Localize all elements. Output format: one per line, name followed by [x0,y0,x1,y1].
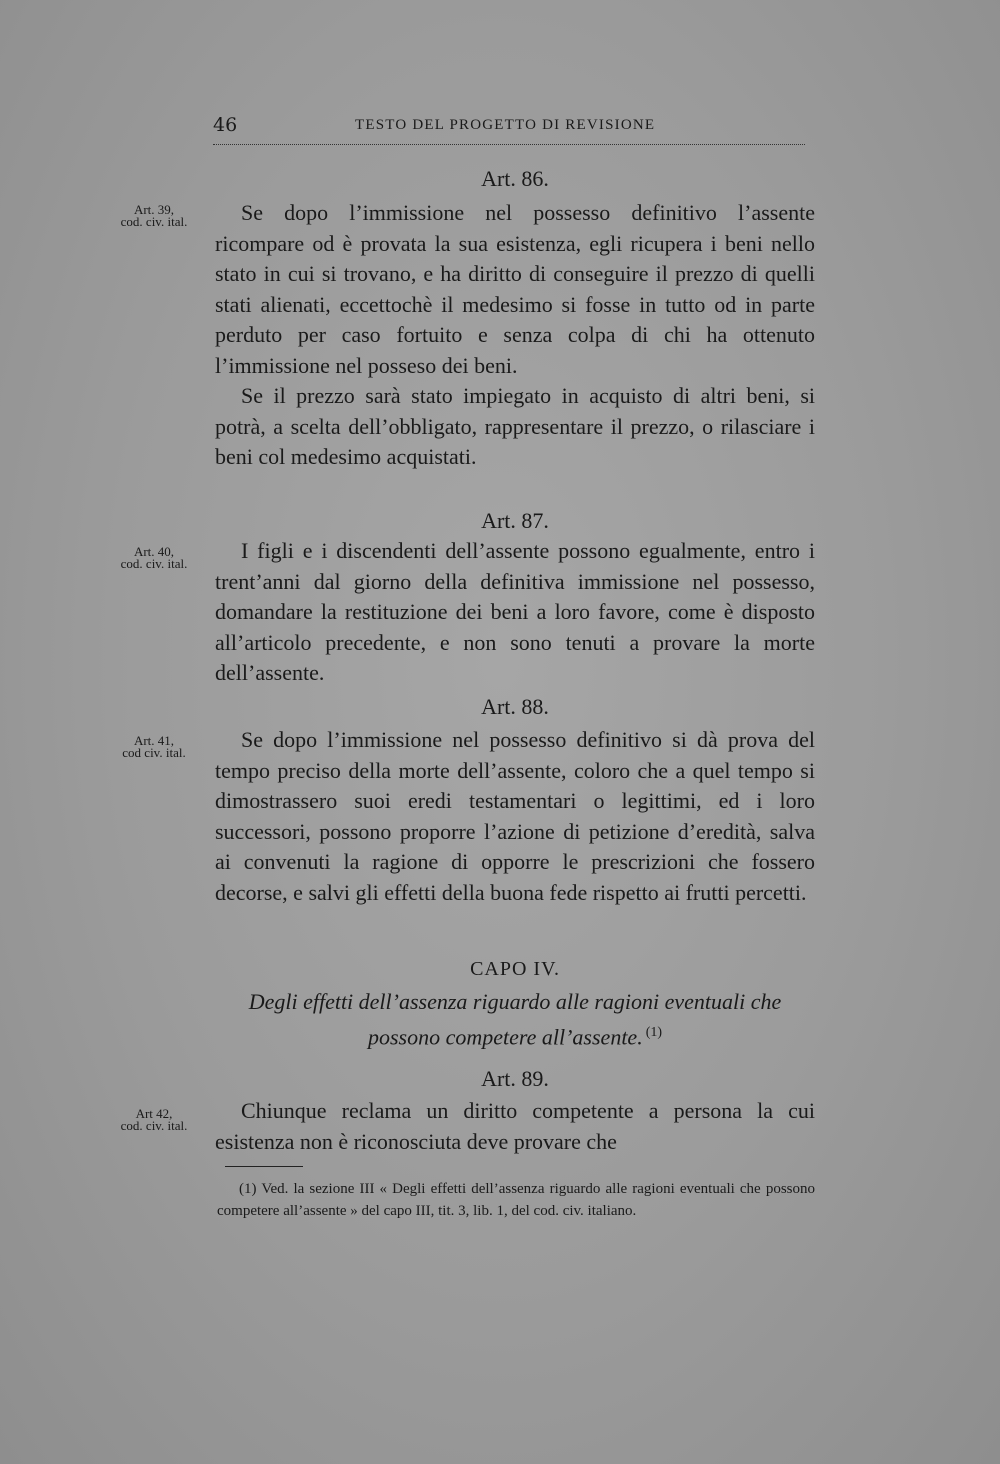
chapter-title: CAPO IV. [470,958,560,980]
article-body-89 [215,1096,815,1157]
paragraph: I figli e i discendenti dell’assente possono egualmente, entro i trent’anni dal giorno della definitiva immissione nel possesso, domandare la restituzione dei beni a loro favore, come è disposto all’articolo precedente, e non sono tenuti a provare la morte dell’assente. [215,538,815,685]
article-heading-88: Art. 88. [481,694,549,719]
article-body-86 [215,198,815,473]
article-body-88 [215,725,815,908]
running-title: TESTO DEL PROGETTO DI REVISIONE [355,117,656,133]
page-number: 46 [213,114,238,136]
side-note-art-41: Art. 41, cod civ. ital. [122,733,186,760]
side-note-art-39: Art. 39, cod. civ. ital. [120,202,188,229]
page-header [213,114,805,145]
paragraph: Se il prezzo sarà stato impiegato in acquisto di altri beni, si potrà, a scelta dell’obbligato, rappresentare il prezzo, o rilasciare i beni col medesimo acquistati. [215,383,815,469]
article-body-87 [215,536,815,689]
paragraph: Se dopo l’immissione nel possesso definitivo si dà prova del tempo preciso della morte dell’assente, coloro che a quel tempo si dimostrassero suoi eredi testamentari o legittimi, ed i loro successori, possono proporre l’azione di petizione d’eredità, salva ai convenuti la ragione di opporre le prescrizioni che fossero decorse, e salvi gli effetti della buona fede rispetto ai frutti percetti. [215,727,815,905]
footnote-divider [225,1166,303,1167]
article-heading-89: Art. 89. [481,1066,549,1091]
article-heading-87: Art. 87. [481,508,549,533]
article-heading-86: Art. 86. [481,166,549,191]
footnote: (1) Ved. la sezione III « Degli effetti dell’assenza riguardo alle ragioni eventuali che possono competere all’assente » del capo III, tit. 3, lib. 1, del cod. civ. italiano. [217,1181,815,1219]
paragraph: Se dopo l’immissione nel possesso definitivo l’assente ricompare od è provata la sua esistenza, egli ricupera i beni nello stato in cui si trovano, e ha diritto di conseguire il prezzo di quelli stati alienati, eccettochè il medesimo si fosse in tutto od in parte perduto per caso fortuito e senza colpa di chi ha ottenuto l’immissione nel posseso dei beni. [215,200,815,378]
side-note-art-42: Art 42, cod. civ. ital. [120,1106,188,1133]
paragraph: Chiunque reclama un diritto competente a persona la cui esistenza non è riconosciuta deve provare che [215,1098,815,1154]
side-note-art-40: Art. 40, cod. civ. ital. [120,544,188,571]
chapter-subtitle: Degli effetti dell’assenza riguardo alle ragioni eventuali che possono competere all’assente. $^{(1)}$ [248,989,782,1050]
footnote-marker: (1) [645,1025,663,1040]
